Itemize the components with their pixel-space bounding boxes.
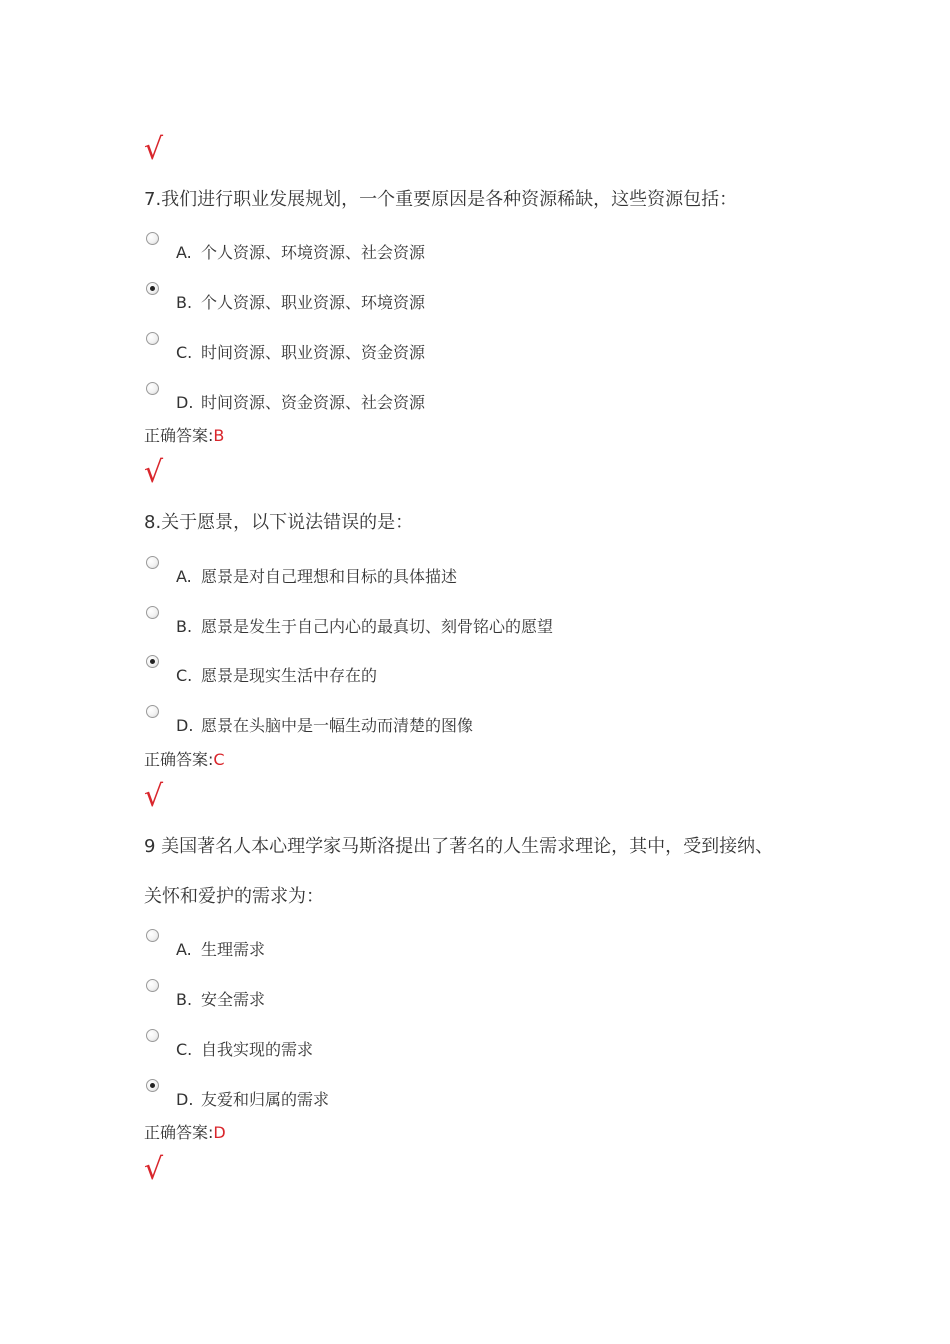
radio-button[interactable]	[146, 606, 159, 619]
radio-button[interactable]	[146, 1029, 159, 1042]
option-letter: C.	[176, 666, 193, 685]
q9-option-c[interactable]	[144, 1029, 844, 1069]
q7-option-c[interactable]	[144, 332, 844, 372]
option-letter: B.	[176, 293, 193, 312]
q8-option-b[interactable]	[144, 606, 844, 646]
option-letter: B.	[176, 617, 193, 636]
q7-option-d[interactable]	[144, 382, 844, 422]
q8-correct-answer	[144, 749, 225, 771]
option-letter: A.	[176, 567, 192, 586]
check-mark-icon: √	[144, 455, 164, 490]
q7-correct-answer	[144, 425, 224, 447]
q9-correct-answer	[144, 1122, 226, 1144]
q7-option-b[interactable]	[144, 282, 844, 322]
check-mark-icon: √	[144, 132, 164, 167]
answer-value: B	[213, 426, 225, 445]
answer-value: D	[213, 1123, 226, 1142]
answer-label: 正确答案:	[144, 1123, 214, 1142]
q8-option-a[interactable]	[144, 556, 844, 596]
option-text: 愿景是发生于自己内心的最真切、刻骨铭心的愿望	[201, 617, 554, 636]
option-text: 时间资源、资金资源、社会资源	[201, 393, 426, 412]
radio-button[interactable]	[146, 556, 159, 569]
option-letter: C.	[176, 1040, 193, 1059]
option-letter: D.	[176, 1090, 194, 1109]
option-text: 自我实现的需求	[201, 1040, 314, 1059]
q8-option-c[interactable]	[144, 655, 844, 695]
check-mark-icon: √	[144, 1152, 164, 1187]
answer-value: C	[213, 750, 225, 769]
option-text: 愿景是对自己理想和目标的具体描述	[201, 567, 458, 586]
question-8-text: 8.关于愿景，以下说法错误的是：	[144, 512, 414, 533]
radio-button-selected[interactable]	[146, 655, 159, 668]
option-text: 安全需求	[201, 990, 266, 1009]
question-9-text-line-2: 关怀和爱护的需求为：	[144, 886, 324, 907]
question-7-text: 7.我们进行职业发展规划，一个重要原因是各种资源稀缺，这些资源包括：	[144, 189, 738, 210]
radio-button[interactable]	[146, 929, 159, 942]
answer-label: 正确答案:	[144, 426, 214, 445]
radio-button[interactable]	[146, 382, 159, 395]
q9-option-a[interactable]	[144, 929, 844, 969]
q7-option-a[interactable]	[144, 232, 844, 272]
option-letter: C.	[176, 343, 193, 362]
option-text: 愿景在头脑中是一幅生动而清楚的图像	[201, 716, 474, 735]
radio-button-selected[interactable]	[146, 282, 159, 295]
radio-button[interactable]	[146, 332, 159, 345]
q9-option-d[interactable]	[144, 1079, 844, 1119]
radio-button[interactable]	[146, 232, 159, 245]
option-text: 生理需求	[201, 940, 266, 959]
option-letter: A.	[176, 243, 192, 262]
option-text: 个人资源、职业资源、环境资源	[201, 293, 426, 312]
option-text: 时间资源、职业资源、资金资源	[201, 343, 426, 362]
option-letter: B.	[176, 990, 193, 1009]
option-letter: A.	[176, 940, 192, 959]
q9-option-b[interactable]	[144, 979, 844, 1019]
option-text: 愿景是现实生活中存在的	[201, 666, 378, 685]
radio-button[interactable]	[146, 705, 159, 718]
option-text: 个人资源、环境资源、社会资源	[201, 243, 426, 262]
option-text: 友爱和归属的需求	[201, 1090, 330, 1109]
question-9-text-line-1: 9 美国著名人本心理学家马斯洛提出了著名的人生需求理论，其中，受到接纳、	[144, 836, 774, 857]
option-letter: D.	[176, 716, 194, 735]
answer-label: 正确答案:	[144, 750, 214, 769]
q8-option-d[interactable]	[144, 705, 844, 745]
radio-button[interactable]	[146, 979, 159, 992]
check-mark-icon: √	[144, 779, 164, 814]
option-letter: D.	[176, 393, 194, 412]
radio-button-selected[interactable]	[146, 1079, 159, 1092]
